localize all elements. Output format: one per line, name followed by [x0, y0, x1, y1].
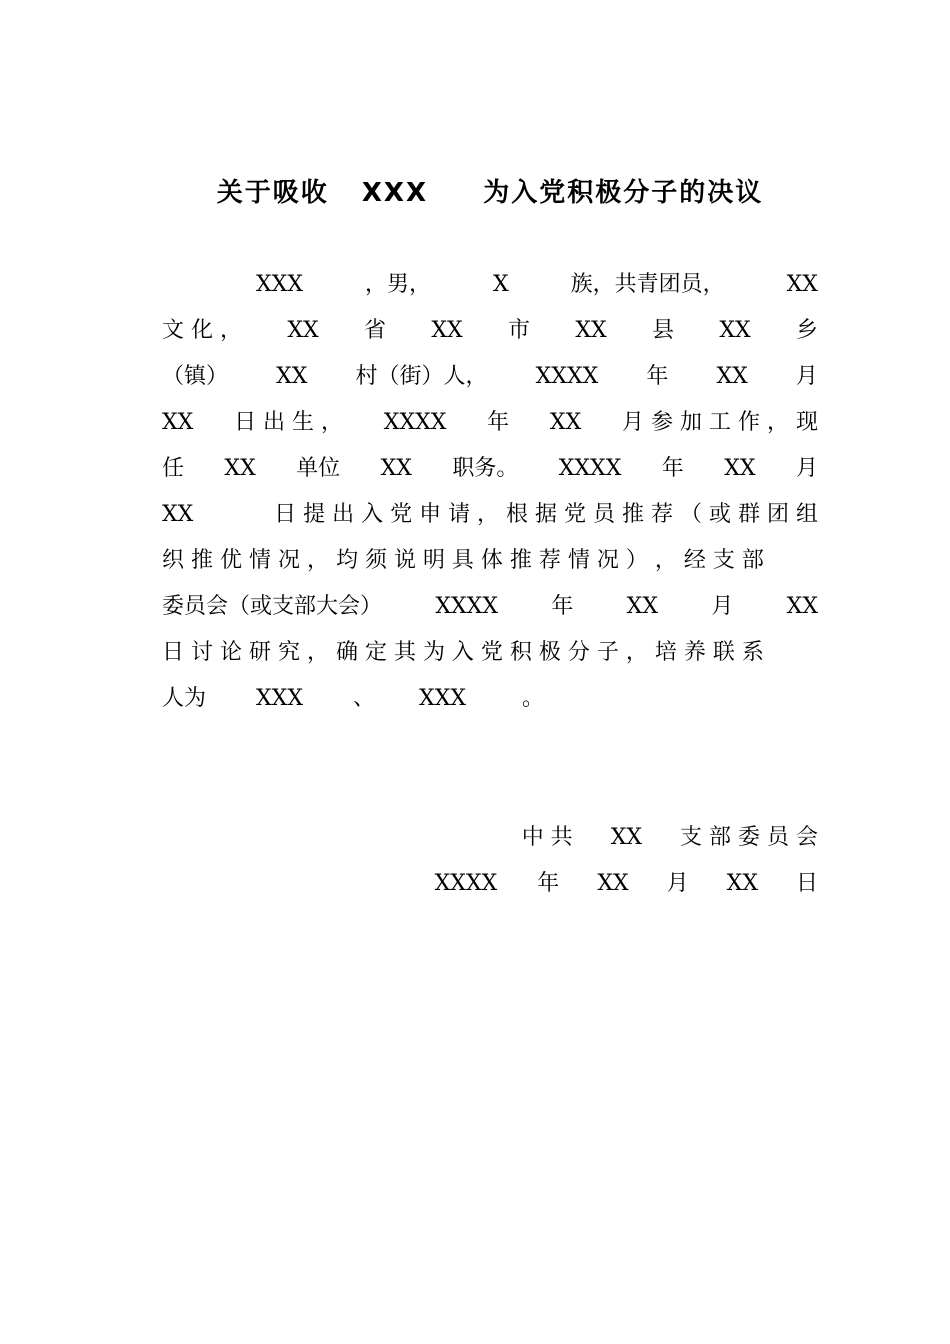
text-segment: 年	[537, 871, 560, 896]
text-segment: 日	[795, 871, 818, 896]
text-segment: XX	[724, 456, 756, 481]
text-segment: 单位	[296, 456, 341, 481]
text-segment: XX	[575, 318, 607, 343]
body-line-2	[162, 308, 818, 354]
text-segment: X	[492, 272, 509, 297]
document-title: 关于吸收 XXX 为入党积极分子的决议	[216, 178, 764, 208]
text-segment: XXXX	[535, 364, 599, 389]
text-segment: 文 化 ，	[162, 318, 242, 343]
signature-date	[418, 861, 818, 907]
text-segment: 月	[711, 594, 734, 619]
text-segment: 县	[651, 318, 674, 343]
text-segment: XX	[276, 364, 308, 389]
text-segment: XX	[610, 825, 643, 850]
text-segment: 年	[551, 594, 574, 619]
resolution-body	[162, 262, 818, 722]
text-segment: XX	[786, 594, 818, 619]
body-line-5	[162, 446, 818, 492]
text-segment: 月 参 加 工 作 ， 现	[621, 410, 818, 435]
text-segment: 职务。	[452, 456, 519, 481]
text-segment: XX	[719, 318, 751, 343]
signature-organization	[418, 815, 818, 861]
text-segment: 人为	[162, 686, 207, 711]
text-segment: XX	[726, 871, 758, 896]
body-line-6	[162, 492, 818, 538]
text-segment: 支 部 委 员 会	[680, 825, 818, 850]
body-line-10	[162, 676, 818, 722]
text-segment: XX	[224, 456, 256, 481]
body-line-1	[162, 262, 818, 308]
text-segment: XX	[380, 456, 412, 481]
text-segment: XXXX	[435, 594, 498, 619]
body-line-7	[162, 538, 818, 584]
text-segment: 日 讨 论 研 究 ， 确 定 其 为 入 党 积 极 分 子 ， 培 养 联 系	[162, 640, 764, 665]
text-segment: 年	[646, 364, 669, 389]
text-segment: XXX	[419, 686, 467, 711]
text-segment: XX	[626, 594, 658, 619]
text-segment: XX	[162, 502, 194, 527]
text-segment: 年	[661, 456, 684, 481]
text-segment: 中 共	[521, 825, 573, 850]
text-segment: 日 出 生 ，	[234, 410, 344, 435]
text-segment: XX	[597, 871, 629, 896]
text-segment: XX	[431, 318, 463, 343]
text-segment: XXX	[256, 272, 303, 297]
text-segment: XXXX	[383, 410, 447, 435]
body-line-3	[162, 354, 818, 400]
text-segment: 省	[363, 318, 386, 343]
text-segment: 市	[507, 318, 530, 343]
text-segment: （镇）	[162, 364, 229, 389]
text-segment: XXX	[256, 686, 304, 711]
text-segment: ，男，	[364, 272, 431, 297]
text-segment: XX	[549, 410, 582, 435]
text-segment: XX	[786, 272, 818, 297]
text-segment: 任	[162, 456, 185, 481]
text-segment: 年	[487, 410, 510, 435]
text-segment: 织 推 优 情 况 ， 均 须 说 明 具 体 推 荐 情 况 ） ， 经 支 部	[162, 548, 764, 573]
text-segment: 日 提 出 入 党 申 请 ， 根 据 党 员 推 荐 （ 或 群 团 组	[274, 502, 818, 527]
text-segment: XX	[287, 318, 319, 343]
text-segment: 月	[795, 364, 818, 389]
body-line-8	[162, 584, 818, 630]
body-line-4	[162, 400, 818, 446]
body-line-9	[162, 630, 818, 676]
text-segment: XX	[162, 410, 194, 435]
text-segment: 委员会（或支部大会）	[162, 594, 383, 619]
text-segment: 月	[666, 871, 689, 896]
text-segment: 。	[522, 686, 545, 711]
text-segment: 月	[795, 456, 818, 481]
text-segment: XXXX	[434, 871, 498, 896]
text-segment: XXXX	[558, 456, 622, 481]
text-segment: 乡	[795, 318, 818, 343]
text-segment: 、	[353, 686, 376, 711]
text-segment: 族，共青团员，	[570, 272, 725, 297]
text-segment: 村（街）人，	[355, 364, 488, 389]
text-segment: XX	[716, 364, 748, 389]
